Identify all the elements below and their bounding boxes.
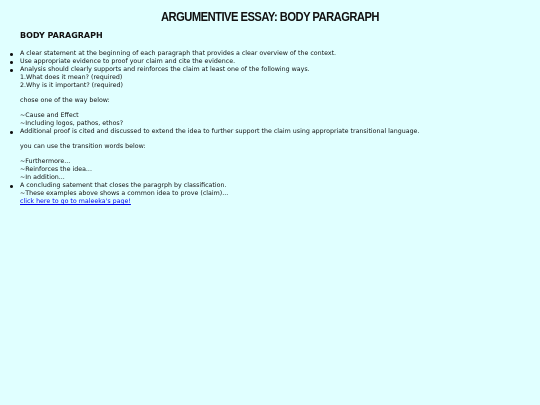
list-item-text: A clear statement at the beginning of each paragraph that provides a clear overview of the context. xyxy=(20,50,337,57)
instruction-note: you can use the transition words below: xyxy=(20,143,146,150)
list-item-text: Analysis should clearly supports and reinforces the claim at least one of the following ways. xyxy=(20,66,310,73)
transition-word: ~In addition... xyxy=(20,174,65,181)
list-item-text: A concluding satement that closes the paragrph by classification. xyxy=(20,182,227,189)
option-line: ~Cause and Effect xyxy=(20,112,79,119)
page-title: ARGUMENTIVE ESSAY: BODY PARAGRAPH xyxy=(160,9,379,24)
list-item-text: Use appropriate evidence to proof your claim and cite the evidence. xyxy=(20,58,236,65)
section-heading: BODY PARAGRAPH xyxy=(20,31,103,40)
requirement-line: 1.What does it mean? (required) xyxy=(20,74,123,81)
body-paragraph-content xyxy=(20,50,530,206)
list-item-additional-proof xyxy=(20,128,530,182)
list-item-clear-statement xyxy=(20,50,530,58)
requirement-line: 2.Why is it important? (required) xyxy=(20,82,123,89)
list-item-evidence xyxy=(20,58,530,66)
transition-word: ~Reinforces the idea... xyxy=(20,166,92,173)
list-item-text: Additional proof is cited and discussed to extend the idea to further support the claim using appropriate transitional language. xyxy=(20,128,420,135)
instruction-note: chose one of the way below: xyxy=(20,97,110,104)
list-item-conclusion xyxy=(20,182,530,206)
list-item-analysis xyxy=(20,66,530,128)
criteria-list xyxy=(20,50,530,206)
transition-word: ~Furthermore... xyxy=(20,158,71,165)
option-line: ~Including logos, pathos, ethos? xyxy=(20,120,124,127)
example-line: ~These examples above shows a common idea to prove (claim)... xyxy=(20,190,229,197)
maleeka-page-link[interactable]: click here to go to maleeka's page! xyxy=(20,198,131,205)
